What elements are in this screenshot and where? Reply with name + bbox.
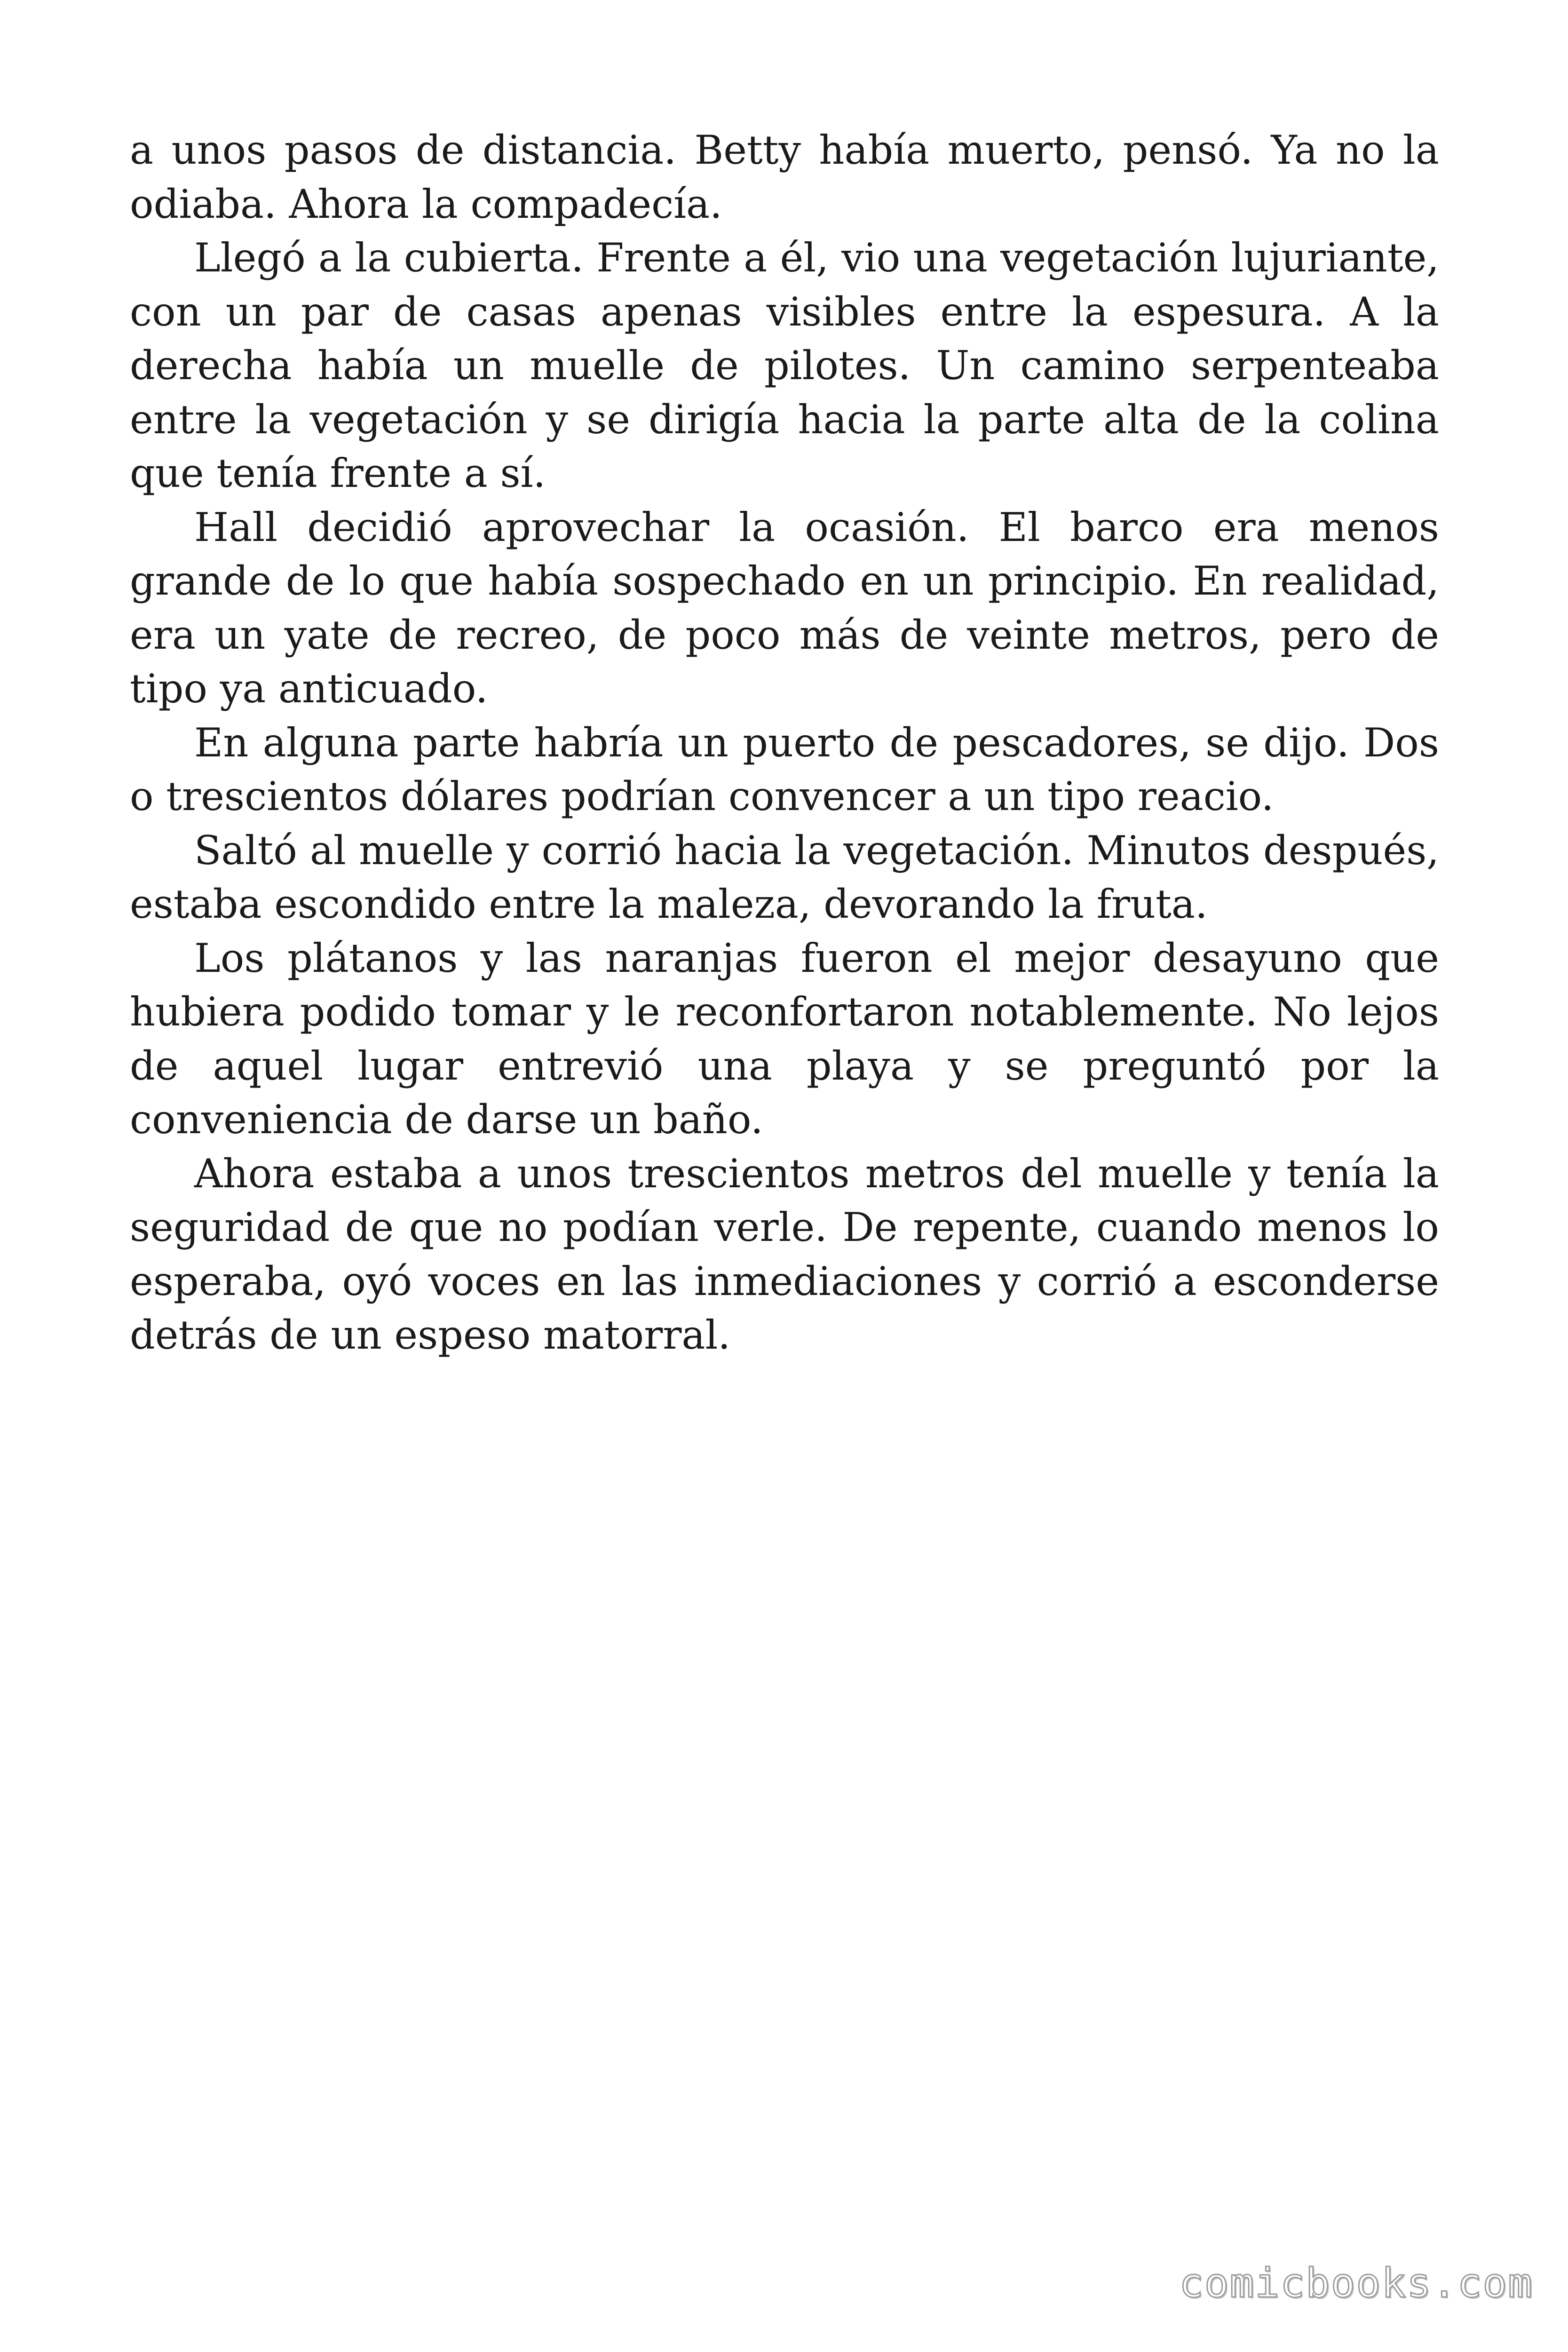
paragraph: Hall decidió aprovechar la ocasión. El barco era menos grande de lo que había sospechado en un principio. En realidad, era un yate de recreo, de poco más de veinte metros, pero de tipo ya anticuado.	[130, 504, 1439, 712]
body-text	[130, 123, 1439, 1362]
paragraph: a unos pasos de distancia. Betty había muerto, pensó. Ya no la odiaba. Ahora la compadecía.	[130, 127, 1439, 227]
paragraph: Ahora estaba a unos trescientos metros del muelle y tenía la seguridad de que no podían verle. De repente, cuando menos lo esperaba, oyó voces en las inmediaciones y corrió a esconderse detrás de un espeso matorral.	[130, 1150, 1439, 1358]
watermark: comicbooks.com	[1179, 2260, 1533, 2307]
paragraph: Llegó a la cubierta. Frente a él, vio una vegetación lujuriante, con un par de casas apenas visibles entre la espesura. A la derecha había un muelle de pilotes. Un camino serpenteaba entre la vegetación y se dirigía hacia la parte alta de la colina que tenía frente a sí.	[130, 235, 1439, 496]
paragraph: Saltó al muelle y corrió hacia la vegetación. Minutos después, estaba escondido entre la maleza, devorando la fruta.	[130, 827, 1439, 927]
paragraph: En alguna parte habría un puerto de pescadores, se dijo. Dos o trescientos dólares podrían convencer a un tipo reacio.	[130, 719, 1439, 819]
paragraph: Los plátanos y las naranjas fueron el mejor desayuno que hubiera podido tomar y le reconfortaron notablemente. No lejos de aquel lugar entrevió una playa y se preguntó por la conveniencia de darse un baño.	[130, 935, 1439, 1143]
